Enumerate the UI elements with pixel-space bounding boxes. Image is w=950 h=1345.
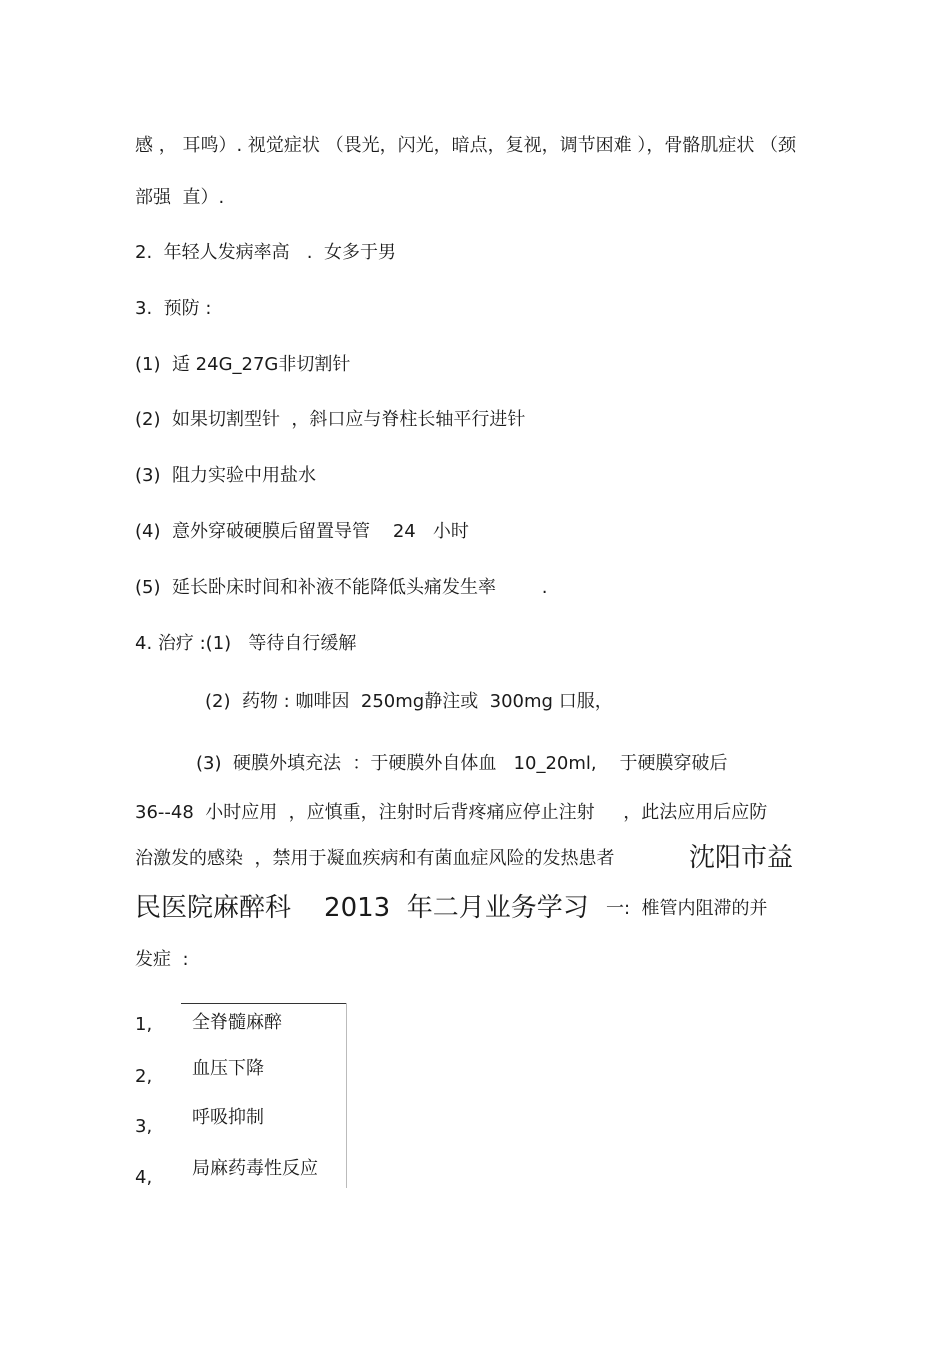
list-item-number: 3, xyxy=(135,1116,153,1137)
body-line: 部强 直）. xyxy=(135,187,225,208)
body-line: 2. 年轻人发病率高 . 女多于男 xyxy=(135,242,396,263)
list-item-number: 2, xyxy=(135,1066,153,1087)
list-item-text: 全脊髓麻醉 xyxy=(192,1012,282,1033)
table-right-border xyxy=(346,1003,347,1188)
list-item-text: 呼吸抑制 xyxy=(192,1107,264,1128)
subheading: 一: 椎管内阻滞的并 xyxy=(606,898,768,919)
list-item-number: 4, xyxy=(135,1167,153,1188)
body-line: (2) 药物 : 咖啡因 250mg静注或 300mg 口服， xyxy=(205,691,613,712)
body-line: 感 ， 耳鸣）. 视觉症状 （畏光，闪光，暗点，复视，调节困难 ），骨骼肌症状 （颈 xyxy=(135,135,797,156)
body-line: (3) 硬膜外填充法 ：于硬膜外自体血 10_20ml, 于硬膜穿破后 xyxy=(196,753,728,774)
body-line: (2) 如果切割型针 ，斜口应与脊柱长轴平行进针 xyxy=(135,409,526,430)
heading-line: 民医院麻醉科 2013 年二月业务学习 xyxy=(135,893,589,923)
subheading-cont: 发症 : xyxy=(135,949,189,970)
list-item-number: 1, xyxy=(135,1014,153,1035)
body-line: (5) 延长卧床时间和补液不能降低头痛发生率 . xyxy=(135,577,548,598)
body-line: (4) 意外穿破硬膜后留置导管 24 小时 xyxy=(135,521,469,542)
table-top-border xyxy=(181,1003,346,1004)
list-item-text: 局麻药毒性反应 xyxy=(192,1158,318,1179)
body-line: 4. 治疗 :(1) 等待自行缓解 xyxy=(135,633,357,654)
list-item-text: 血压下降 xyxy=(192,1058,264,1079)
body-line: 3. 预防 : xyxy=(135,298,212,319)
body-line: (3) 阻力实验中用盐水 xyxy=(135,465,316,486)
heading-tail: 沈阳市益 xyxy=(689,843,794,873)
body-line: 治激发的感染 ，禁用于凝血疾病和有菌血症风险的发热患者 xyxy=(135,848,615,869)
body-line: (1) 适 24G_27G非切割针 xyxy=(135,354,351,375)
body-line: 36--48 小时应用 ，应慎重，注射时后背疼痛应停止注射 ，此法应用后应防 xyxy=(135,802,768,823)
